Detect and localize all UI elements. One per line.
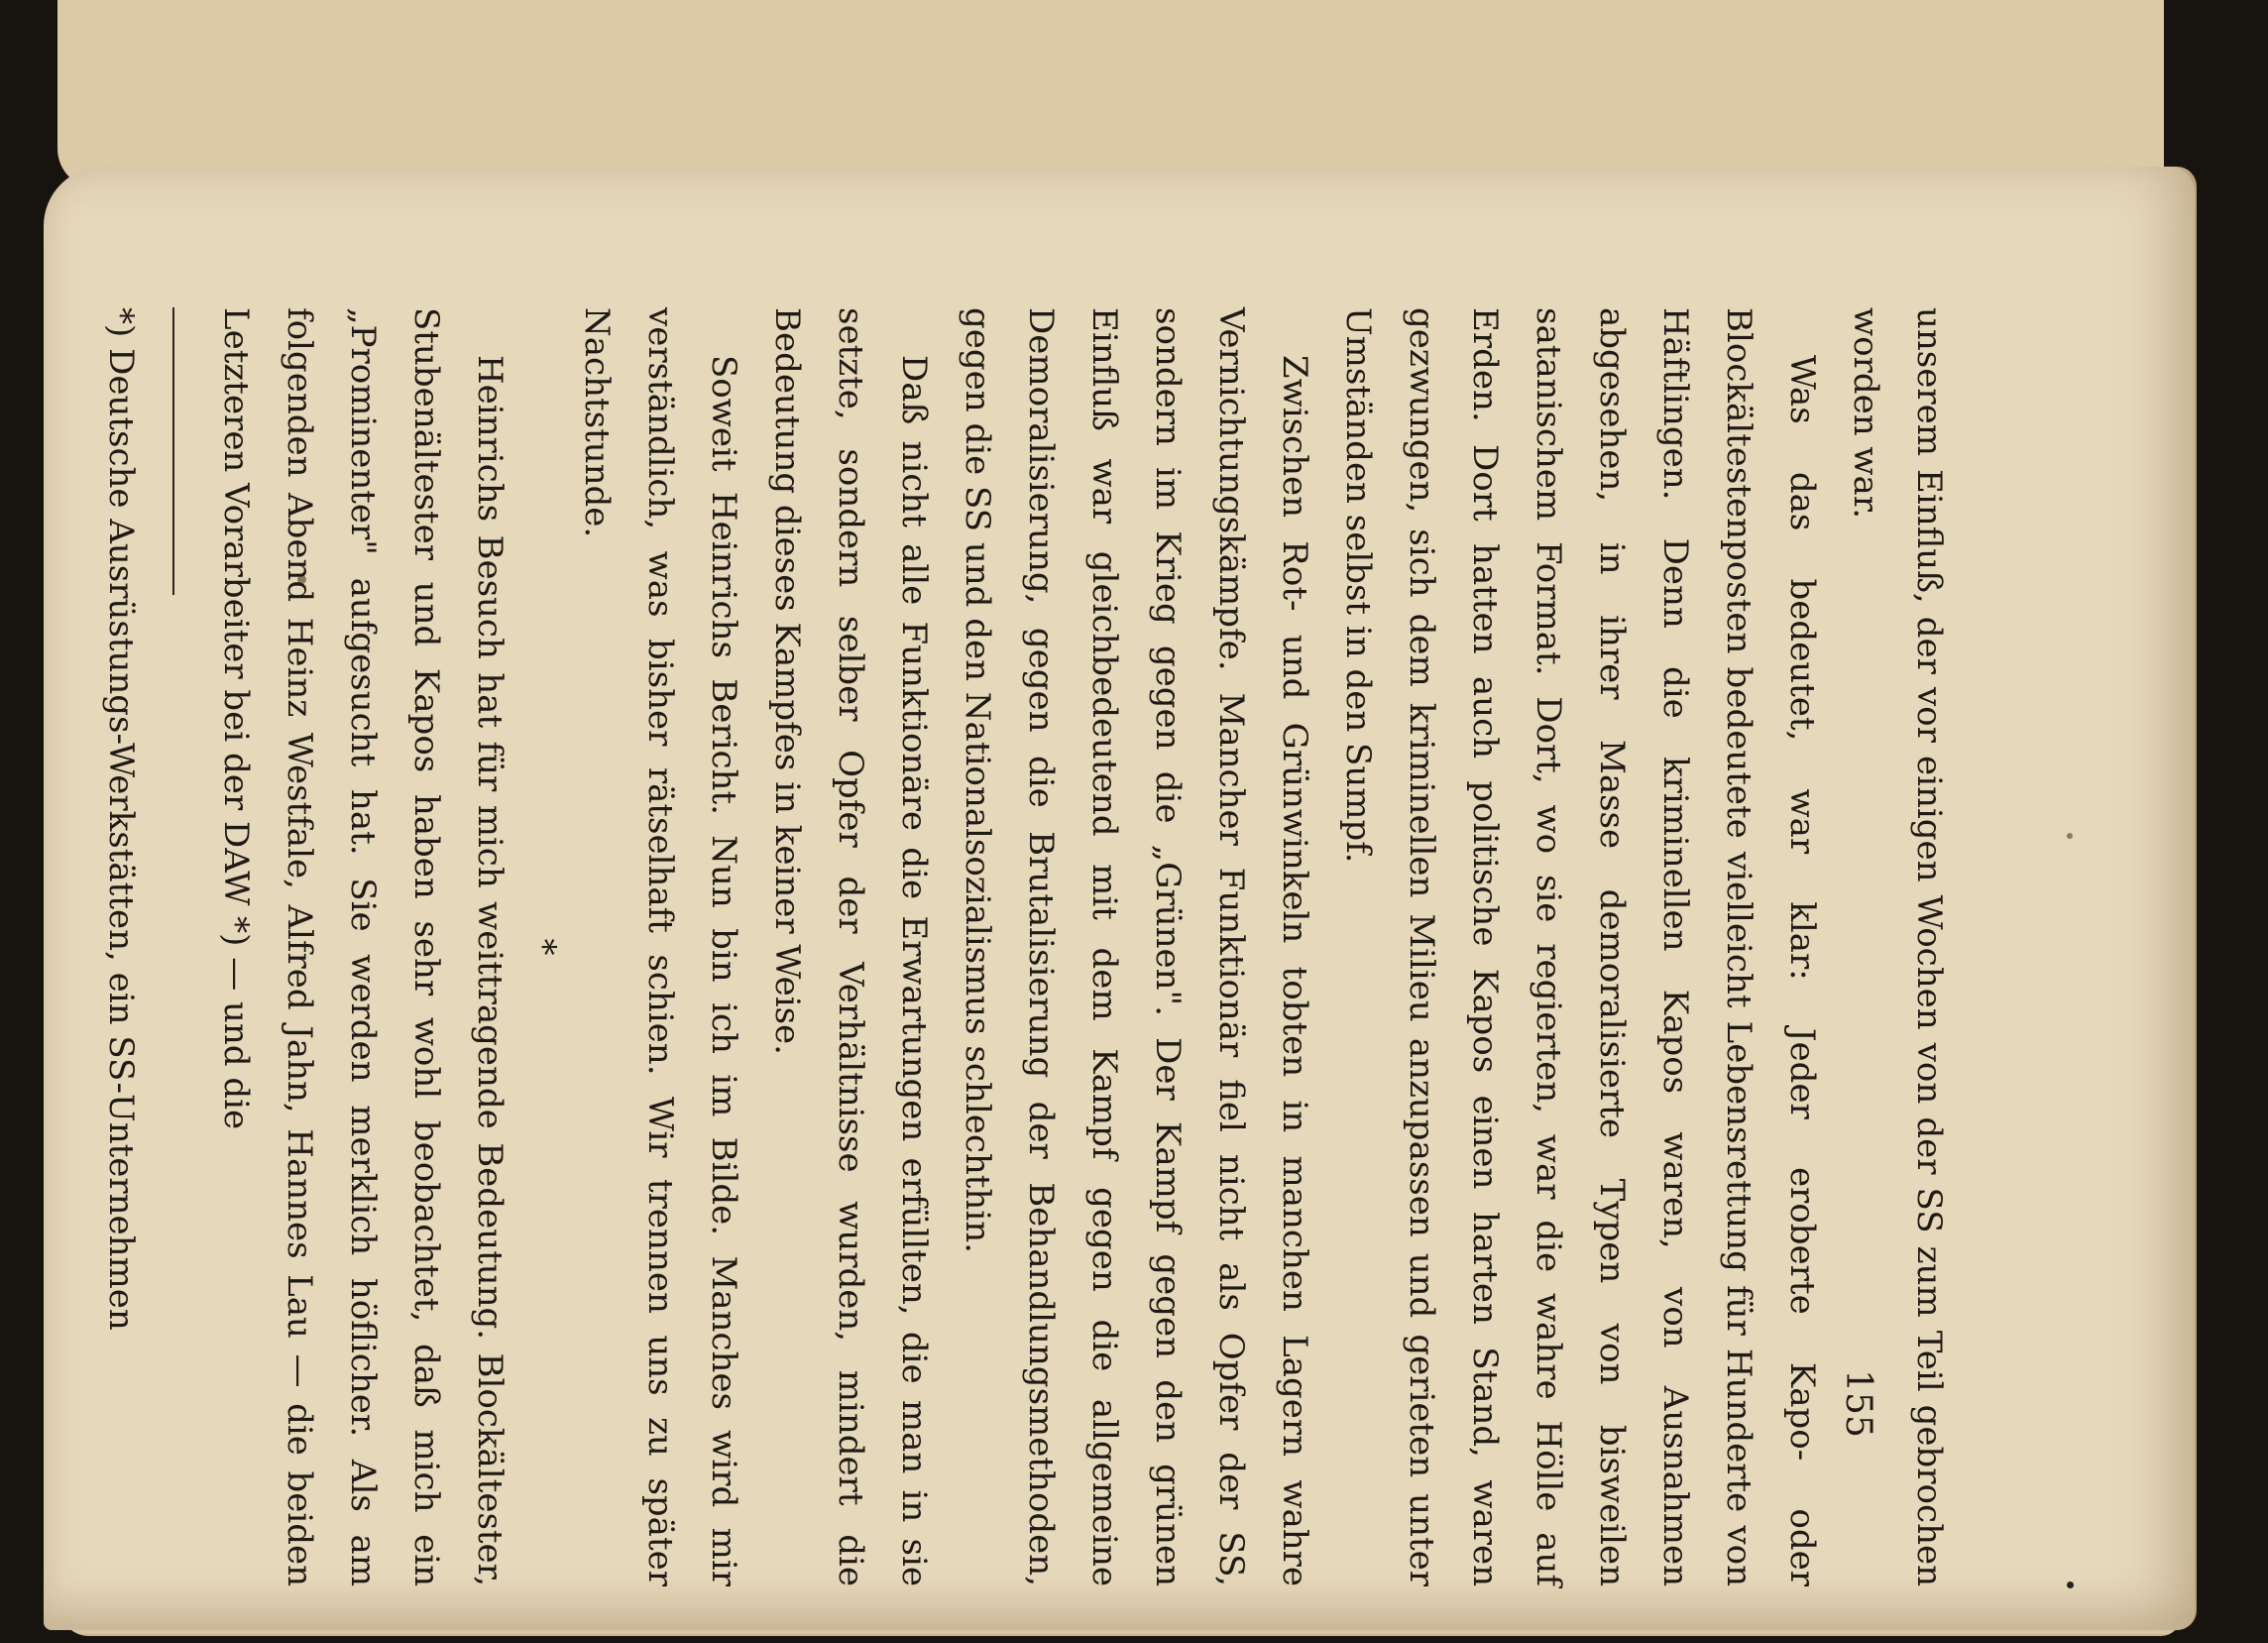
paragraph: Zwischen Rot- und Grünwinkeln tobten in manchen Lagern wahre Vernichtungskämpfe. Mancher Funktionär fiel nicht als Opfer der SS, sondern im Krieg gegen die „Grünen". Der Kampf gegen den grünen Einfluß war gleichbedeutend mit dem Kampf gegen die allgemeine Demoralisierung, gegen die Brutalisierung der Behandlungsmethoden, gegen die SS und den Nationalsozialismus schlechthin. <box>958 307 1314 1586</box>
paragraph: Heinrichs Besuch hat für mich weittragende Bedeutung. Blockältester, Stubenältester und Kapos haben sehr wohl beobachtet, daß mich ein „Prominenter" aufgesucht hat. Sie werden merklich höflicher. Als am folgenden Abend Heinz Westfale, Alfred Jahn, Hannes Lau — die beiden Letzteren Vorarbeiter bei der DAW *) — und die <box>216 307 510 1586</box>
paper-speck <box>2067 833 2073 839</box>
footnote-rule <box>172 307 174 595</box>
paper-speck <box>2067 1582 2074 1588</box>
paragraph: Was das bedeutet, war klar: Jeder eroberte Kapo- oder Blockältestenposten bedeutete vielleicht Lebensrettung für Hunderte von Häftlingen. Denn die kriminellen Kapos waren, von Ausnahmen abgesehen, in ihrer Masse demoralisierte Typen von bisweilen satanischem Format. Dort, wo sie regierten, war die wahre Hölle auf Erden. Dort hatten auch politische Kapos einen harten Stand, waren gezwungen, sich dem kriminellen Milieu anzupassen und gerieten unter Umständen selbst in den Sumpf. <box>1338 307 1822 1586</box>
paragraph: unserem Einfluß, der vor einigen Wochen von der SS zum Teil gebrochen worden war. <box>1846 307 1949 1586</box>
page-number: 155 <box>1837 1369 1878 1438</box>
footnote: *) Deutsche Ausrüstungs-Werkstätten, ein SS-Unternehmen <box>101 307 141 1331</box>
paragraph: Daß nicht alle Funktionäre die Erwartungen erfüllten, die man in sie setzte, sondern selber Opfer der Verhältnisse wurden, mindert die Bedeutung dieses Kampfes in keiner Weise. <box>767 307 934 1586</box>
page-text <box>101 307 1961 1586</box>
paragraph: Soweit Heinrichs Bericht. Nun bin ich im Bilde. Manches wird mir verständlich, was bisher rätselhaft schien. Wir trennen uns zu später Nachtstunde. <box>577 307 743 1586</box>
previous-page <box>57 0 2164 188</box>
section-separator: * <box>523 938 563 956</box>
